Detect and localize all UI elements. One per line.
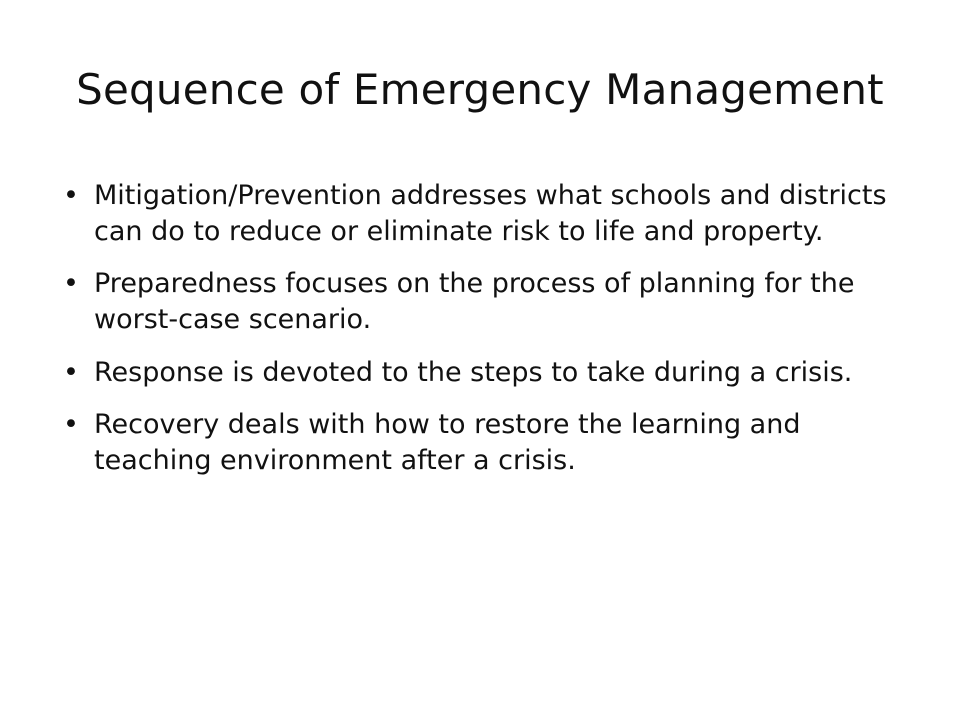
bullet-text: Recovery deals with how to restore the learning and teaching environment after a crisis.	[94, 409, 801, 476]
bullet-dot-icon: •	[63, 180, 79, 211]
bullet-text: Preparedness focuses on the process of planning for the worst-case scenario.	[94, 268, 855, 335]
bullet-list	[60, 178, 890, 478]
bullet-dot-icon: •	[63, 268, 79, 300]
bullet-dot-icon: •	[63, 409, 79, 441]
slide-content	[60, 178, 890, 495]
bullet-item-response	[60, 355, 890, 391]
bullet-text: Response is devoted to the steps to take during a crisis.	[94, 356, 853, 388]
slide-title: Sequence of Emergency Management	[76, 65, 884, 114]
bullet-item-preparedness	[60, 266, 890, 337]
bullet-item-recovery	[60, 407, 890, 478]
bullet-dot-icon: •	[63, 356, 79, 388]
bullet-text: Mitigation/Prevention addresses what schools and districts can do to reduce or eliminate risk to life and property.	[94, 180, 887, 247]
bullet-item-mitigation	[60, 178, 890, 249]
